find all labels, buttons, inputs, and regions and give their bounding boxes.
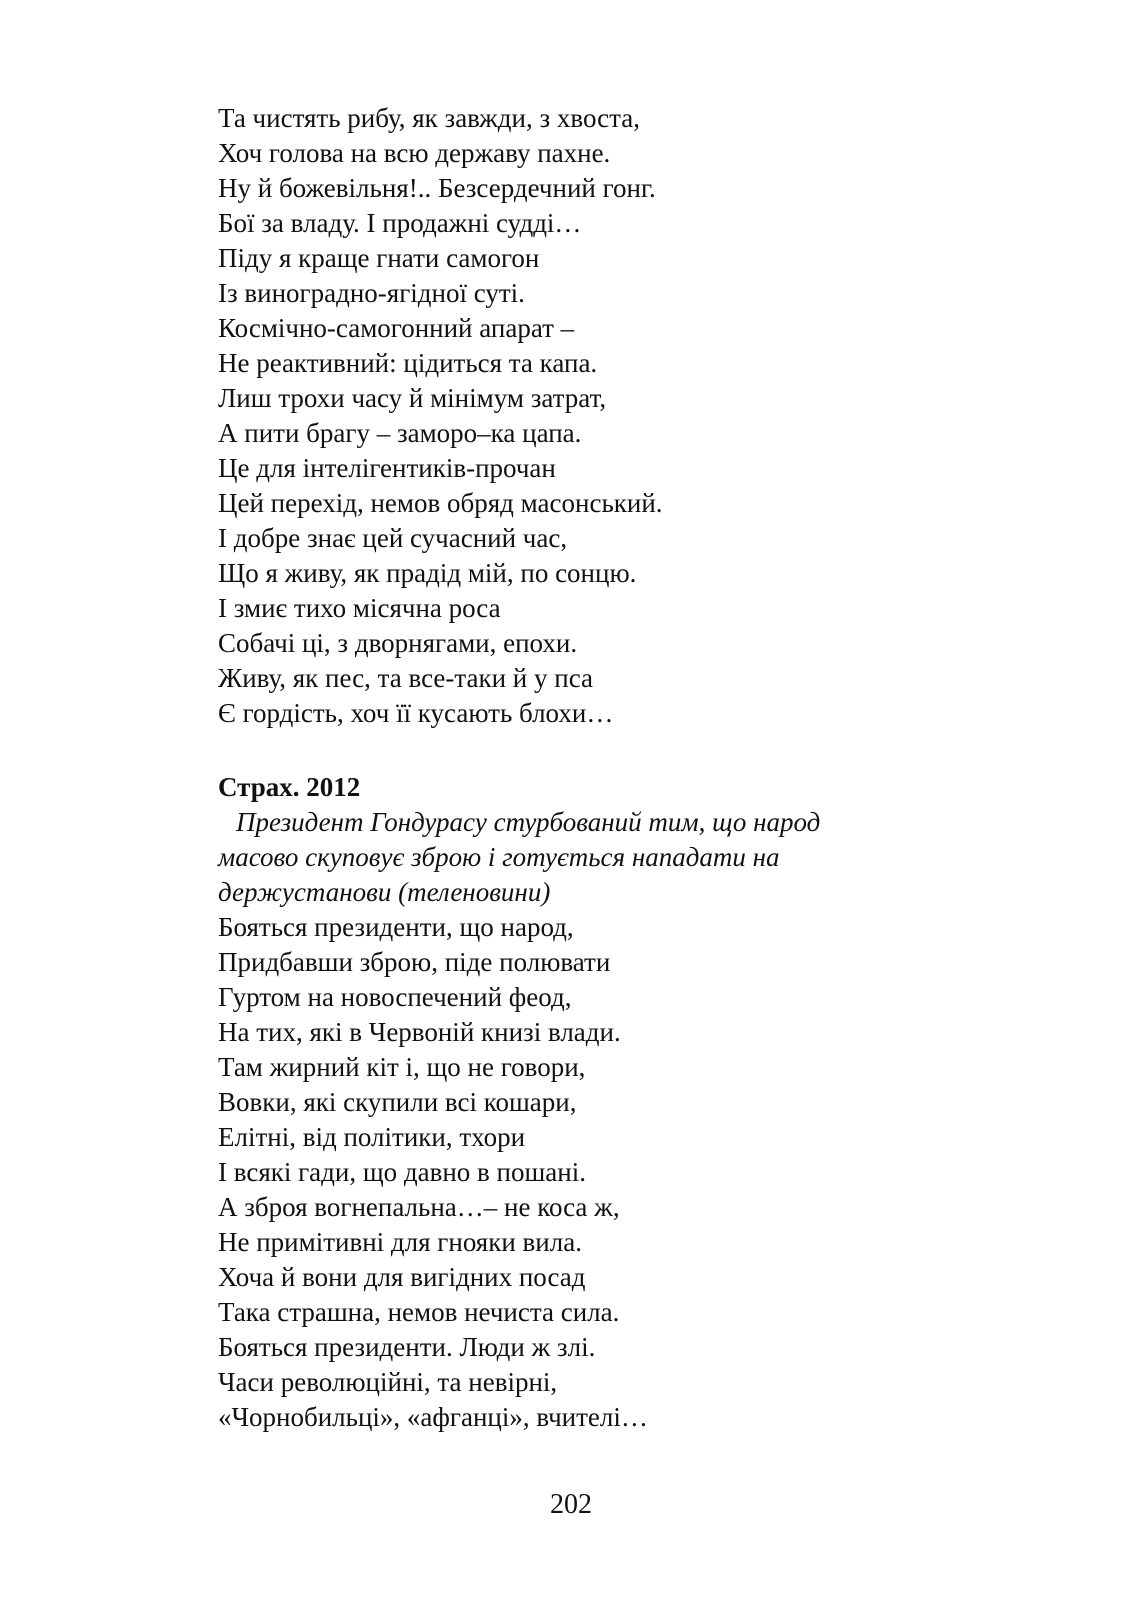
- poem-line: Придбавши зброю, піде полювати: [218, 947, 611, 977]
- poem-line: Не примітивні для гнояки вила.: [218, 1227, 582, 1257]
- poem-line: Собачі ці, з дворнягами, епохи.: [218, 628, 578, 658]
- poem-line: Та чистять рибу, як завжди, з хвоста,: [218, 103, 640, 133]
- epigraph-line: масово скуповує зброю і готується нападати на: [218, 842, 780, 872]
- poem-line: «Чорнобильці», «афганці», вчителі…: [218, 1402, 648, 1432]
- poem-line: Бої за владу. І продажні судді…: [218, 208, 582, 238]
- poem-line: Це для інтелігентиків-прочан: [218, 453, 556, 483]
- poem-line: А зброя вогнепальна…– не коса ж,: [218, 1192, 620, 1222]
- poem-line: Часи революційні, та невірні,: [218, 1367, 558, 1397]
- poem-line: Бояться президенти. Люди ж злі.: [218, 1332, 596, 1362]
- poem-1-stanza: [218, 101, 978, 731]
- poem-line: І всякі гади, що давно в пошані.: [218, 1157, 586, 1187]
- poem-2-title: Страх. 2012: [218, 772, 361, 802]
- poem-line: На тих, які в Червоній книзі влади.: [218, 1017, 621, 1047]
- poem-line: Із виноградно-ягідної суті.: [218, 278, 525, 308]
- epigraph-line: держустанови (теленовини): [218, 877, 551, 907]
- poem-line: Космічно-самогонний апарат –: [218, 313, 575, 343]
- poem-line: Хоч голова на всю державу пахне.: [218, 138, 611, 168]
- poem-line: Живу, як пес, та все-таки й у пса: [218, 663, 594, 693]
- poem-line: І змиє тихо місячна роса: [218, 593, 501, 623]
- poem-line: І добре знає цей сучасний час,: [218, 523, 568, 553]
- poem-line: Така страшна, немов нечиста сила.: [218, 1297, 620, 1327]
- poem-line: Бояться президенти, що народ,: [218, 912, 574, 942]
- poem-line: Елітні, від політики, тхори: [218, 1122, 526, 1152]
- poem-line: Гуртом на новоспечений феод,: [218, 982, 572, 1012]
- poem-2-stanza: [218, 910, 978, 1435]
- poem-line: Хоча й вони для вигідних посад: [218, 1262, 586, 1292]
- page-number: 202: [550, 1489, 592, 1520]
- poem-line: Лиш трохи часу й мінімум затрат,: [218, 383, 607, 413]
- poem-line: Цей перехід, немов обряд масонський.: [218, 488, 663, 518]
- poem-line: А пити брагу – заморо–ка цапа.: [218, 418, 582, 448]
- poem-line: Там жирний кіт і, що не говори,: [218, 1052, 586, 1082]
- poem-line: Ну й божевільня!.. Безсердечний гонг.: [218, 173, 656, 203]
- poem-line: Піду я краще гнати самогон: [218, 243, 540, 273]
- poem-line: Що я живу, як прадід мій, по сонцю.: [218, 558, 637, 588]
- epigraph-line: Президент Гондурасу стурбований тим, що народ: [236, 807, 821, 837]
- poem-2-epigraph: [218, 805, 978, 910]
- poem-line: Є гордість, хоч її кусають блохи…: [218, 698, 614, 728]
- poem-line: Вовки, які скупили всі кошари,: [218, 1087, 577, 1117]
- poem-line: Не реактивний: цідиться та капа.: [218, 348, 598, 378]
